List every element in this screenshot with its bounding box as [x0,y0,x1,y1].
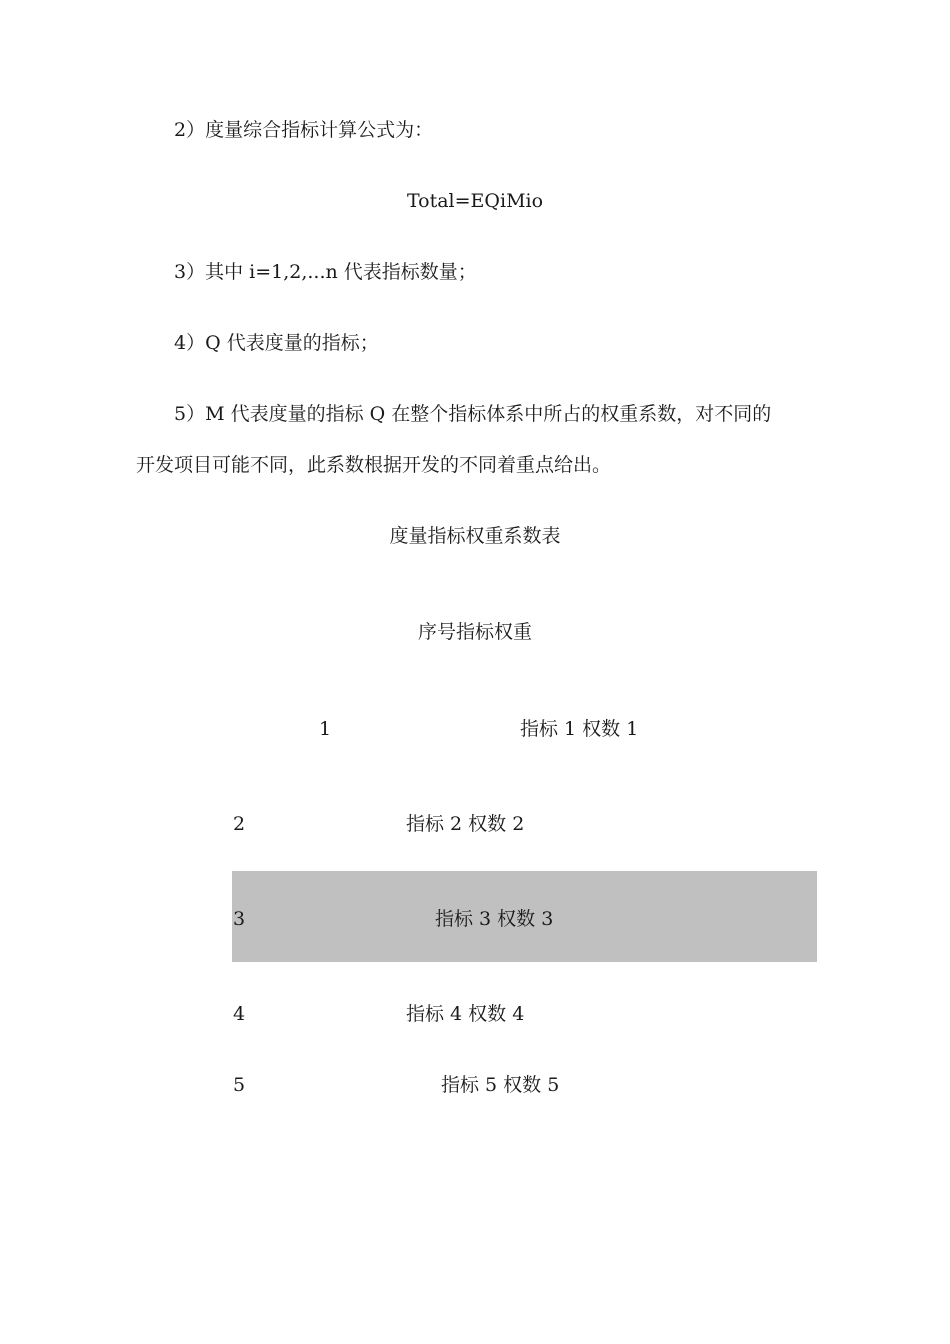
row-text: 指标 5 权数 5 [441,1074,560,1096]
row-text: 指标 4 权数 4 [406,1003,525,1025]
table-header: 序号指标权重 [417,621,532,643]
row-text: 指标 2 权数 2 [406,813,525,835]
formula: Total=EQiMio [406,190,544,212]
table-title: 度量指标权重系数表 [389,525,561,547]
row-number: 1 [319,718,332,740]
row-number: 2 [233,813,246,835]
row-number: 3 [233,908,246,930]
row-number: 5 [233,1074,246,1096]
paragraph-2: 2）度量综合指标计算公式为： [174,119,434,141]
paragraph-4: 4）Q 代表度量的指标； [174,332,379,354]
paragraph-5-line-2: 开发项目可能不同，此系数根据开发的不同着重点给出。 [136,454,612,476]
row-text: 指标 3 权数 3 [435,908,554,930]
row-text: 指标 1 权数 1 [520,718,639,740]
paragraph-3: 3）其中 i=1,2,...n 代表指标数量； [174,261,477,283]
row-number: 4 [233,1003,246,1025]
paragraph-5-line-1: 5）M 代表度量的指标 Q 在整个指标体系中所占的权重系数，对不同的 [174,403,772,425]
